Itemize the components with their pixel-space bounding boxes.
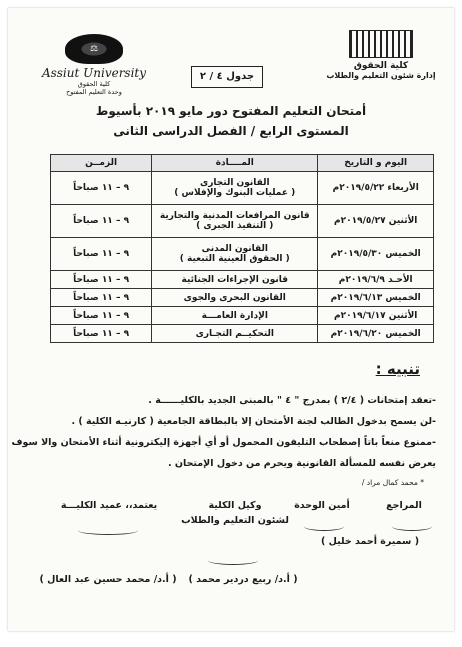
table-row: [51, 172, 434, 205]
row-time: ٩ – ١١ صباحاً: [51, 238, 152, 271]
typist-note: * محمد كمال مراد /: [361, 478, 424, 487]
header-subject: المــــادة: [152, 155, 318, 172]
table-row: [51, 205, 434, 238]
exam-schedule-table: [50, 154, 434, 343]
notice-item: يعرض نفسه للمسألة القانونية ويحرم من دخول الإمتحان .: [167, 458, 436, 469]
notice-item: -ممنوع منعاً باتاً إصطحاب التليفون المحمول أو أي أجهزة إليكترونية أثناء الأمتحان والا سوف: [11, 437, 436, 448]
row-day: الأربعاء ٢٠١٩/٥/٢٢م: [318, 172, 434, 205]
left-logo-line2: وحدة التعليم المفتوح: [66, 88, 122, 96]
row-subject: القانون المدنى ( الحقوق العينية التبعية ): [152, 238, 318, 271]
header-day: اليوم و التاريخ: [318, 155, 434, 172]
row-time: ٩ – ١١ صباحاً: [51, 307, 152, 325]
row-day: الأحـد ٢٠١٩/٦/٩م: [318, 271, 434, 289]
row-time: ٩ – ١١ صباحاً: [51, 289, 152, 307]
header-time: الزمــن: [51, 155, 152, 172]
vice-dean-line1: وكيل الكلية: [208, 500, 262, 511]
row-subject: الإدارة العامـــة: [152, 307, 318, 325]
table-row: [51, 271, 434, 289]
table-row: [51, 238, 434, 271]
notice-title: تنبيه :: [375, 360, 420, 378]
secretary-signature: [304, 522, 344, 531]
dean-title: يعتمد،، عميد الكليـــة: [60, 500, 158, 511]
dean-signature: [78, 526, 138, 535]
notice-list: [11, 390, 436, 474]
right-logo-line2: إدارة شئون التعليم والطلاب: [326, 71, 436, 80]
table-row: [51, 325, 434, 343]
row-day: الخميس ٢٠١٩/٦/١٣م: [318, 289, 434, 307]
notice-item: -تعقد إمتحانات ( ٢/٤ ) بمدرج " ٤ " بالمبنى الجديد بالكليــــــة .: [148, 395, 436, 406]
building-icon: [349, 30, 413, 58]
table-header-row: [51, 155, 434, 172]
row-day: الخميس ٢٠١٩/٥/٣٠م: [318, 238, 434, 271]
university-brand: Assiut University: [41, 66, 147, 80]
vice-dean-title: [180, 500, 290, 526]
row-subject: القانون البحرى والجوى: [152, 289, 318, 307]
faculty-logo-right: [322, 30, 440, 80]
vice-dean-name: ( أ.د/ ربيع دردير محمد ): [188, 574, 298, 585]
row-time: ٩ – ١١ صباحاً: [51, 271, 152, 289]
scales-icon: ⚖: [65, 34, 123, 64]
row-subject: قانون المرافعات المدنية والتجارية ( التنفيذ الجبرى ): [152, 205, 318, 238]
university-logo-left: [34, 34, 154, 96]
row-day: الأثنين ٢٠١٩/٦/١٧م: [318, 307, 434, 325]
row-time: ٩ – ١١ صباحاً: [51, 325, 152, 343]
exam-title: أمتحان التعليم المفتوح دور مايو ٢٠١٩ بأسيوط: [95, 104, 367, 118]
row-day: الأثنين ٢٠١٩/٥/٢٧م: [318, 205, 434, 238]
row-subject: قانون الإجراءات الجنائية: [152, 271, 318, 289]
table-number-box: جدول ٤ / ٢: [191, 66, 263, 88]
row-time: ٩ – ١١ صباحاً: [51, 172, 152, 205]
table-row: [51, 307, 434, 325]
row-time: ٩ – ١١ صباحاً: [51, 205, 152, 238]
dean-name: ( أ.د/ محمد حسين عبد العال ): [39, 574, 177, 585]
vice-dean-signature: [208, 556, 258, 565]
unit-secretary-title: أمين الوحدة: [294, 500, 350, 511]
reviewer-signature: [392, 522, 432, 531]
right-logo-line1: كلية الحقوق: [353, 61, 409, 71]
row-day: الخميس ٢٠١٩/٦/٢٠م: [318, 325, 434, 343]
level-title: المستوى الرابع / الفصل الدراسى الثانى: [113, 124, 349, 138]
document-page: [8, 8, 454, 631]
row-subject: التحكيــم التجـارى: [152, 325, 318, 343]
reviewer-name: ( سميرة أحمد خليل ): [320, 536, 420, 547]
notice-item: -لن يسمح بدخول الطالب لجنة الأمتحان إلا بالبطاقة الجامعية ( كارنيـه الكلية ) .: [71, 416, 436, 427]
table-row: [51, 289, 434, 307]
left-logo-line1: كلية الحقوق: [77, 80, 111, 88]
row-subject: القانون التجارى ( عمليات البنوك والإفلاس ): [152, 172, 318, 205]
vice-dean-line2: لشئون التعليم والطلاب: [181, 515, 289, 526]
reviewer-title: المراجع: [386, 500, 422, 511]
